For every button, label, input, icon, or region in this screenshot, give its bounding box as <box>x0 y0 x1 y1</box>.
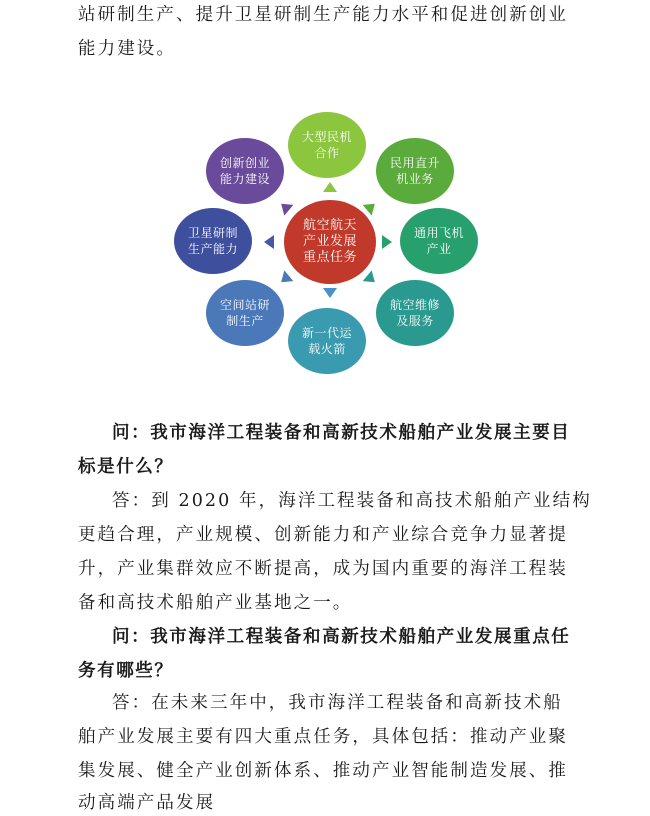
node-right-label: 通用飞机 产业 <box>413 226 464 256</box>
answer-1-line-1: 答：到 2020 年，海洋工程装备和高技术船舶产业结构 <box>112 491 592 511</box>
task-diagram <box>170 108 490 378</box>
node-lower-left <box>206 280 284 346</box>
arrow-upper-right-icon <box>363 198 380 215</box>
answer-2-line-4: 动高端产品发展 <box>78 793 216 813</box>
answer-2-line-2: 舶产业发展主要有四大重点任务，具体包括：推动产业聚 <box>78 727 568 747</box>
arrow-right-icon <box>382 235 392 249</box>
node-right <box>400 208 478 274</box>
question-2-line-2: 务有哪些？ <box>78 661 174 681</box>
node-upper-right <box>376 138 454 204</box>
arrow-up-icon <box>323 182 337 192</box>
question-1-line-1: 问：我市海洋工程装备和高新技术船舶产业发展主要目 <box>112 423 571 443</box>
intro-line-1: 站研制生产、提升卫星研制生产能力水平和促进创新创业 <box>78 5 568 25</box>
node-top-label: 大型民机 合作 <box>301 130 352 160</box>
node-lower-left-label: 空间站研 制生产 <box>219 298 270 328</box>
answer-2-line-1: 答：在未来三年中，我市海洋工程装备和高新技术船 <box>112 693 563 713</box>
node-upper-left <box>206 138 284 204</box>
arrow-lower-left-icon <box>277 270 294 287</box>
arrow-left-icon <box>264 235 274 249</box>
node-top <box>288 112 366 178</box>
node-lower-right-label: 航空维修 及服务 <box>389 298 440 328</box>
intro-line-2: 能力建设。 <box>78 39 176 59</box>
answer-1-line-4: 备和高技术船舶产业基地之一。 <box>78 593 353 613</box>
arrow-lower-right-icon <box>363 270 380 287</box>
question-2-line-1: 问：我市海洋工程装备和高新技术船舶产业发展重点任 <box>112 627 571 647</box>
answer-1-line-3: 升，产业集群效应不断提高，成为国内重要的海洋工程装 <box>78 559 568 579</box>
node-left <box>174 208 252 274</box>
arrow-upper-left-icon <box>277 198 294 215</box>
question-1-line-2: 标是什么？ <box>78 457 174 477</box>
answer-1-line-2: 更趋合理，产业规模、创新能力和产业综合竞争力显著提 <box>78 525 568 545</box>
node-bottom-label: 新一代运 载火箭 <box>301 326 352 356</box>
answer-2-line-3: 集发展、健全产业创新体系、推动产业智能制造发展、推 <box>78 761 568 781</box>
node-lower-right <box>376 280 454 346</box>
center-node-label: 航空航天 产业发展 重点任务 <box>302 218 357 265</box>
node-upper-right-label: 民用直升 机业务 <box>389 156 440 186</box>
node-left-label: 卫星研制 生产能力 <box>187 226 238 256</box>
arrow-down-icon <box>323 288 337 298</box>
center-node <box>284 200 376 284</box>
node-upper-left-label: 创新创业 能力建设 <box>219 156 270 186</box>
node-bottom <box>288 308 366 374</box>
